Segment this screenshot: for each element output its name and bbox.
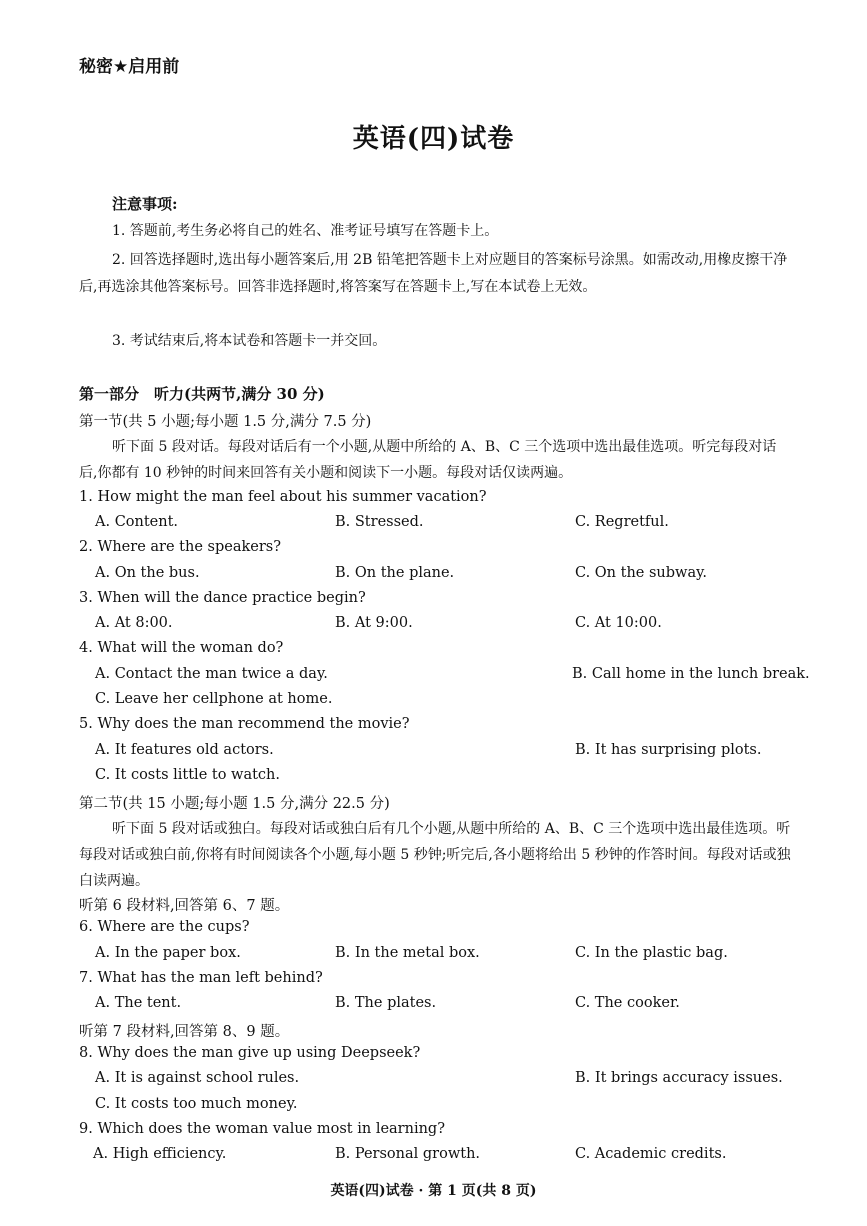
q4-option-a: A. Contact the man twice a day. [95, 666, 328, 682]
page-footer: 英语(四)试卷 · 第 1 页(共 8 页) [330, 1183, 537, 1199]
q8-option-c: C. It costs too much money. [95, 1096, 298, 1112]
q1-option-b: B. Stressed. [335, 514, 424, 530]
question-8: 8. Why does the man give up using Deepseek? [79, 1045, 421, 1061]
q7-option-c: C. The cooker. [575, 995, 680, 1011]
question-5: 5. Why does the man recommend the movie? [79, 716, 410, 732]
question-2: 2. Where are the speakers? [79, 539, 281, 555]
section2-instruction: 听下面 5 段对话或独白。每段对话或独白后有几个小题,从题中所给的 A、B、C 三个选项中选出最佳选项。听每段对话或独白前,你将有时间阅读各个小题,每小题 5 秒钟;听完后,各小题将给出 5 秒钟的作答时间。每段对话或独白读两遍。 [79, 821, 791, 889]
notice-heading: 注意事项: [112, 195, 178, 213]
q5-option-a: A. It features old actors. [95, 742, 274, 758]
q2-option-b: B. On the plane. [335, 565, 455, 581]
section1-instruction: 听下面 5 段对话。每段对话后有一个小题,从题中所给的 A、B、C 三个选项中选出最佳选项。听完每段对话后,你都有 10 秒钟的时间来回答有关小题和阅读下一小题。每段对话仅读两遍。 [79, 439, 777, 481]
q3-option-b: B. At 9:00. [335, 615, 413, 631]
notice-item-1: 1. 答题前,考生务必将自己的姓名、准考证号填写在答题卡上。 [112, 223, 499, 239]
q2-option-c: C. On the subway. [575, 565, 707, 581]
q8-option-b: B. It brings accuracy issues. [575, 1070, 783, 1086]
notice-item-3: 3. 考试结束后,将本试卷和答题卡一并交回。 [112, 333, 387, 349]
q1-option-a: A. Content. [95, 514, 179, 530]
question-3: 3. When will the dance practice begin? [79, 590, 366, 606]
page-title: 英语(四)试卷 [352, 124, 515, 154]
question-1: 1. How might the man feel about his summer vacation? [79, 489, 487, 505]
material-6-instruction: 听第 6 段材料,回答第 6、7 题。 [79, 898, 290, 914]
q9-option-c: C. Academic credits. [575, 1146, 727, 1162]
q4-option-c: C. Leave her cellphone at home. [95, 691, 333, 707]
q3-option-a: A. At 8:00. [95, 615, 173, 631]
q2-option-a: A. On the bus. [95, 565, 200, 581]
section2-heading: 第二节(共 15 小题;每小题 1.5 分,满分 22.5 分) [79, 796, 390, 812]
question-9: 9. Which does the woman value most in learning? [79, 1121, 445, 1137]
q9-option-a: A. High efficiency. [93, 1146, 227, 1162]
notice-item-2: 2. 回答选择题时,选出每小题答案后,用 2B 铅笔把答题卡上对应题目的答案标号涂黑。如需改动,用橡皮擦干净后,再选涂其他答案标号。回答非选择题时,将答案写在答题卡上,写在本试卷上无效。 [79, 252, 788, 295]
question-7: 7. What has the man left behind? [79, 970, 323, 986]
part1-heading: 第一部分 听力(共两节,满分 30 分) [79, 385, 325, 403]
question-4: 4. What will the woman do? [79, 640, 284, 656]
q7-option-a: A. The tent. [95, 995, 182, 1011]
q1-option-c: C. Regretful. [575, 514, 669, 530]
confidential-label: 秘密★启用前 [79, 57, 180, 77]
q5-option-c: C. It costs little to watch. [95, 767, 281, 783]
q6-option-c: C. In the plastic bag. [575, 945, 728, 961]
section1-heading: 第一节(共 5 小题;每小题 1.5 分,满分 7.5 分) [79, 414, 372, 430]
q6-option-a: A. In the paper box. [95, 945, 241, 961]
q8-option-a: A. It is against school rules. [95, 1070, 300, 1086]
q7-option-b: B. The plates. [335, 995, 437, 1011]
material-7-instruction: 听第 7 段材料,回答第 8、9 题。 [79, 1024, 290, 1040]
question-6: 6. Where are the cups? [79, 919, 250, 935]
q4-option-b: B. Call home in the lunch break. [572, 666, 810, 682]
q6-option-b: B. In the metal box. [335, 945, 480, 961]
q5-option-b: B. It has surprising plots. [575, 742, 762, 758]
q9-option-b: B. Personal growth. [335, 1146, 481, 1162]
q3-option-c: C. At 10:00. [575, 615, 662, 631]
